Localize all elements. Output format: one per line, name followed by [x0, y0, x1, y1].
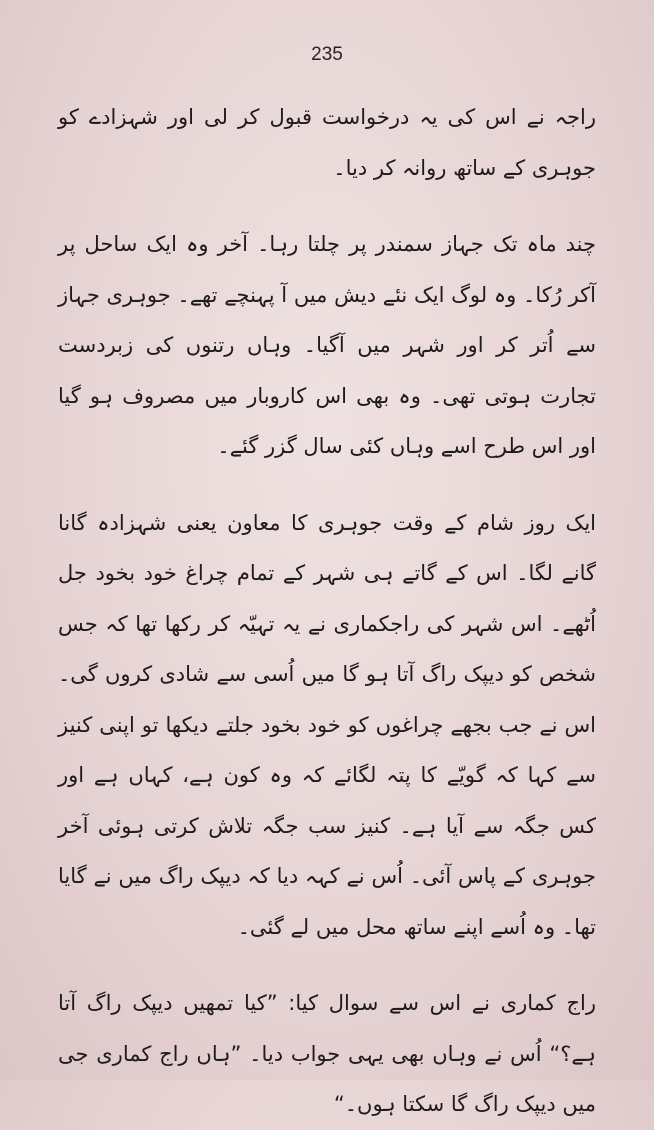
- paragraph-2: چند ماہ تک جہاز سمندر پر چلتا رہا۔ آخر وہ ایک ساحل پر آکر رُکا۔ وہ لوگ ایک نئے دیش میں آ پہنچے تھے۔ جوہری جہاز سے اُتر کر اور شہر میں آگیا۔ وہاں رتنوں کی زبردست تجارت ہوتی تھی۔ وہ بھی اس کاروبار میں مصروف ہو گیا اور اس طرح اسے وہاں کئی سال گزر گئے۔: [58, 232, 596, 458]
- paragraph-1: راجہ نے اس کی یہ درخواست قبول کر لی اور شہزادے کو جوہری کے ساتھ روانہ کر دیا۔: [58, 105, 596, 180]
- paragraph-3: ایک روز شام کے وقت جوہری کا معاون یعنی شہزادہ گانا گانے لگا۔ اس کے گاتے ہی شہر کے تمام چراغ خود بخود جل اُٹھے۔ اس شہر کی راجکماری نے یہ تہیّہ کر رکھا تھا کہ جس شخص کو دیپک راگ آتا ہو گا میں اُسی سے شادی کروں گی۔ اس نے جب بجھے چراغوں کو خود بخود جلتے دیکھا تو اپنی کنیز سے کہا کہ گویّے کا پتہ لگائے کہ وہ کون ہے، کہاں ہے اور کس جگہ سے آیا ہے۔ کنیز سب جگہ تلاش کرتی ہوئی آخر جوہری کے پاس آئی۔ اُس نے کہہ دیا کہ دیپک راگ میں نے گایا تھا۔ وہ اُسے اپنے ساتھ محل میں لے گئی۔: [58, 510, 596, 939]
- page-body: [58, 92, 596, 1130]
- paragraph-4: راج کماری نے اس سے سوال کیا: ”کیا تمھیں دیپک راگ آتا ہے؟“ اُس نے وہاں بھی یہی جواب دیا۔ ”ہاں راج کماری جی میں دیپک راگ گا سکتا ہوں۔“: [58, 991, 596, 1116]
- page-number: 235: [311, 44, 343, 65]
